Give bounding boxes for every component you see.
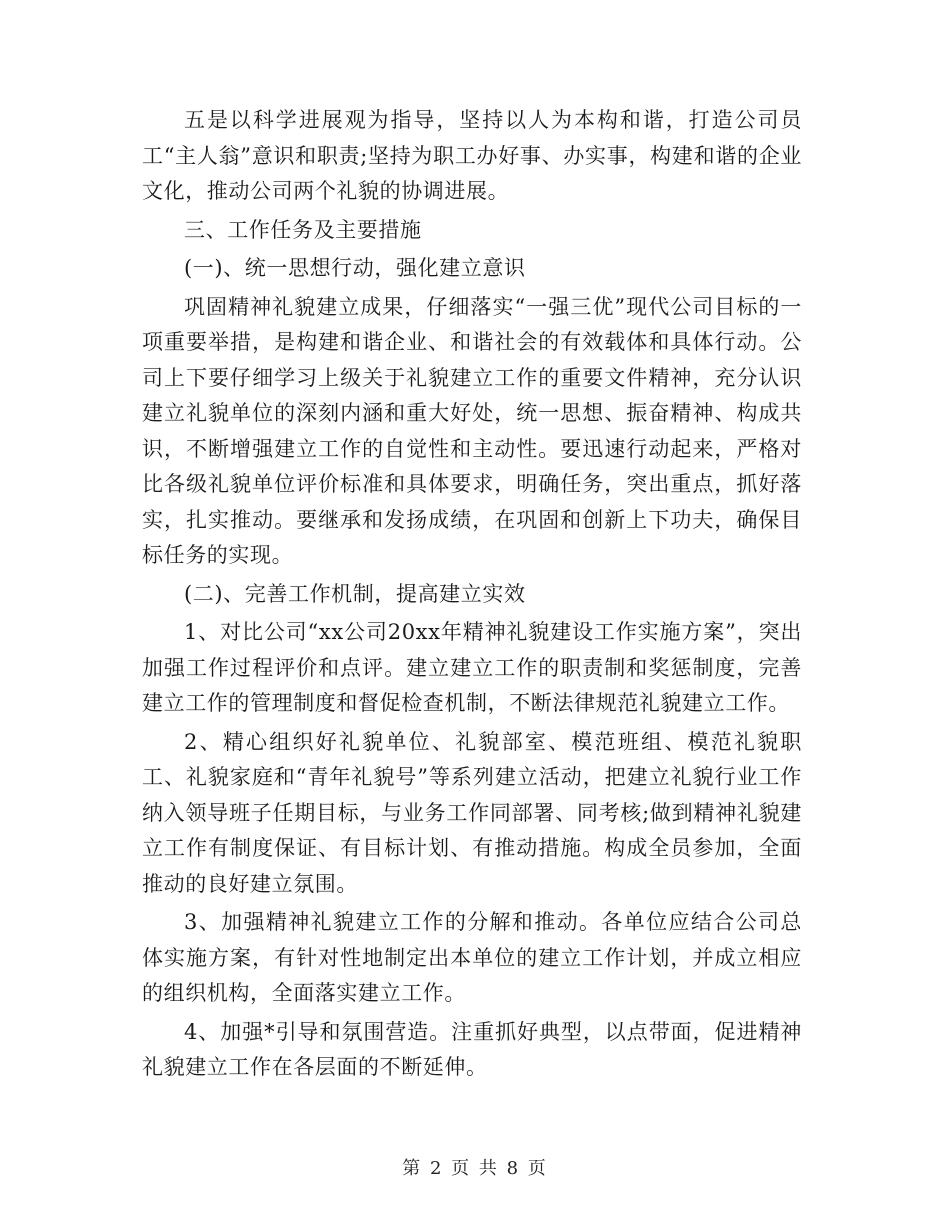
paragraph-item-4: 4、加强*引导和氛围营造。注重抓好典型，以点带面，促进精神礼貌建立工作在各层面的不断延伸。 xyxy=(142,1019,802,1079)
page-number-footer: 第 2 页 共 8 页 xyxy=(402,1158,548,1179)
paragraph-item-2: 2、精心组织好礼貌单位、礼貌部室、模范班组、模范礼貌职工、礼貌家庭和“青年礼貌号”等系列建立活动，把建立礼貌行业工作纳入领导班子任期目标，与业务工作同部署、同考核;做到精神礼貌建立工作有制度保证、有目标计划、有推动措施。构成全员参加，全面推动的良好建立氛围。 xyxy=(142,729,802,896)
document-body xyxy=(142,103,802,1086)
paragraph-principle-five: 五是以科学进展观为指导，坚持以人为本构和谐，打造公司员工“主人翁”意识和职责;坚持为职工办好事、办实事，构建和谐的企业文化，推动公司两个礼貌的协调进展。 xyxy=(142,108,802,203)
section-heading-tasks: 三、工作任务及主要措施 xyxy=(184,217,422,242)
paragraph-item-3: 3、加强精神礼貌建立工作的分解和推动。各单位应结合公司总体实施方案，有针对性地制定出本单位的建立工作计划，并成立相应的组织机构，全面落实建立工作。 xyxy=(142,910,802,1005)
subheading-improve-mechanism: (二)、完善工作机制，提高建立实效 xyxy=(184,581,526,606)
subheading-unify-thinking: (一)、统一思想行动，强化建立意识 xyxy=(184,256,526,280)
paragraph-consolidate: 巩固精神礼貌建立成果，仔细落实“一强三优”现代公司目标的一项重要举措，是构建和谐企业、和谐社会的有效载体和具体行动。公司上下要仔细学习上级关于礼貌建立工作的重要文件精神，充分认识建立礼貌单位的深刻内涵和重大好处，统一思想、振奋精神、构成共识，不断增强建立工作的自觉性和主动性。要迅速行动起来，严格对比各级礼貌单位评价标准和具体要求，明确任务，突出重点，抓好落实，扎实推动。要继承和发扬成绩，在巩固和创新上下功夫，确保目标任务的实现。 xyxy=(142,294,802,567)
paragraph-item-1: 1、对比公司“xx公司20xx年精神礼貌建设工作实施方案”，突出加强工作过程评价和点评。建立建立工作的职责制和奖惩制度，完善建立工作的管理制度和督促检查机制，不断法律规范礼貌建立工作。 xyxy=(142,620,802,715)
